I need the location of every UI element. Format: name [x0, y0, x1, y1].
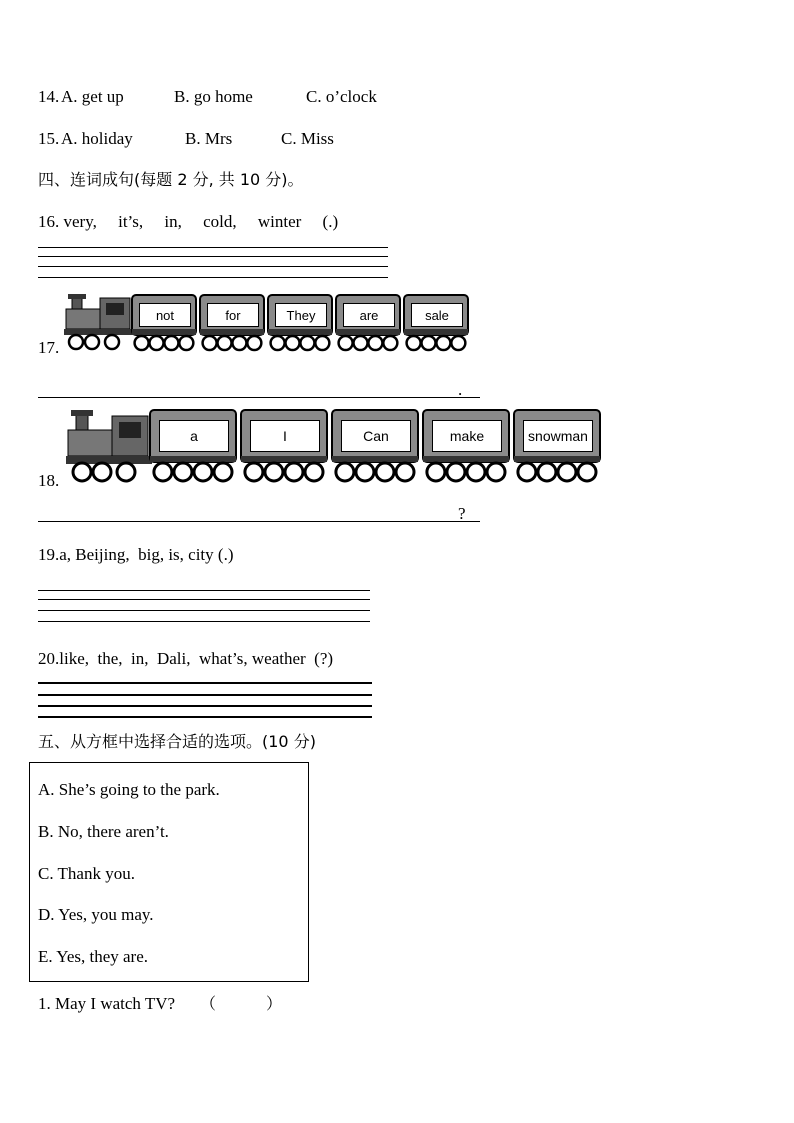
q18-end-mark: ? — [458, 504, 466, 523]
wheel-icon — [218, 336, 232, 350]
wheel-icon — [487, 463, 505, 481]
word-card: snowman — [523, 420, 593, 452]
wheel-icon — [247, 336, 261, 350]
q19-prompt: 19.a, Beijing, big, is, city (.) — [38, 545, 234, 564]
q17-answer-line — [38, 397, 480, 398]
wheel-icon — [203, 336, 217, 350]
wheel-icon — [232, 336, 246, 350]
q17-number: 17. — [38, 338, 60, 357]
wheel-icon — [538, 463, 556, 481]
option-c: C. Thank you. — [38, 864, 135, 883]
wheel-icon — [383, 336, 397, 350]
wheel-icon — [427, 463, 445, 481]
wheel-icon — [214, 463, 232, 481]
q14-option-b: B. go home — [174, 87, 253, 106]
wheel-icon — [422, 336, 436, 350]
wheel-icon — [407, 336, 421, 350]
q14-option-a: A. get up — [61, 87, 124, 106]
word-card: not — [139, 303, 191, 327]
wheel-icon — [368, 336, 382, 350]
wheel-icon — [578, 463, 596, 481]
wheel-icon — [339, 336, 353, 350]
q18-answer-line — [38, 521, 480, 522]
wheel-icon — [150, 336, 164, 350]
q15-option-c: C. Miss — [281, 129, 334, 148]
wheel-icon — [354, 336, 368, 350]
option-d: D. Yes, you may. — [38, 905, 154, 924]
q15-number: 15. — [38, 129, 60, 148]
option-b: B. No, there aren’t. — [38, 822, 169, 841]
wheel-icon — [271, 336, 285, 350]
option-a: A. She’s going to the park. — [38, 780, 220, 799]
q20-prompt: 20.like, the, in, Dali, what’s, weather (?) — [38, 649, 334, 668]
word-card: a — [159, 420, 229, 452]
q1-paren-open: （ — [200, 994, 217, 1013]
wheel-icon — [558, 463, 576, 481]
wheel-icon — [451, 336, 465, 350]
q14-option-c: C. o’clock — [306, 87, 377, 106]
wheel-icon — [315, 336, 329, 350]
section4-title: 四、连词成句(每题 2 分, 共 10 分)。 — [38, 170, 304, 189]
wheel-icon — [164, 336, 178, 350]
locomotive-icon — [64, 294, 132, 349]
word-card: sale — [411, 303, 463, 327]
q15-option-b: B. Mrs — [185, 129, 233, 148]
locomotive-icon — [66, 410, 152, 481]
wheel-icon — [265, 463, 283, 481]
q15-option-a: A. holiday — [61, 129, 133, 148]
wheel-icon — [174, 463, 192, 481]
wheel-icon — [245, 463, 263, 481]
q18-number: 18. — [38, 471, 60, 490]
q1-prompt: 1. May I watch TV? — [38, 994, 176, 1013]
word-card: Can — [341, 420, 411, 452]
wheel-icon — [300, 336, 314, 350]
wheel-icon — [286, 336, 300, 350]
section5-title: 五、从方框中选择合适的选项。(10 分) — [38, 732, 316, 751]
wheel-icon — [518, 463, 536, 481]
wheel-icon — [467, 463, 485, 481]
wheel-icon — [179, 336, 193, 350]
wheel-icon — [396, 463, 414, 481]
wheel-icon — [447, 463, 465, 481]
q14-number: 14. — [38, 87, 60, 106]
option-e: E. Yes, they are. — [38, 947, 149, 966]
wheel-icon — [194, 463, 212, 481]
word-card: make — [432, 420, 502, 452]
word-card: I — [250, 420, 320, 452]
word-card: They — [275, 303, 327, 327]
wheel-icon — [356, 463, 374, 481]
word-card: for — [207, 303, 259, 327]
q17-end-mark: . — [458, 380, 463, 399]
word-card: are — [343, 303, 395, 327]
options-box — [29, 762, 309, 982]
wheel-icon — [154, 463, 172, 481]
wheel-icon — [285, 463, 303, 481]
wheel-icon — [305, 463, 323, 481]
wheel-icon — [336, 463, 354, 481]
q1-paren-close: ） — [266, 994, 283, 1013]
wheel-icon — [436, 336, 450, 350]
q16-prompt: 16. very, it’s, in, cold, winter (.) — [38, 212, 339, 231]
wheel-icon — [135, 336, 149, 350]
wheel-icon — [376, 463, 394, 481]
